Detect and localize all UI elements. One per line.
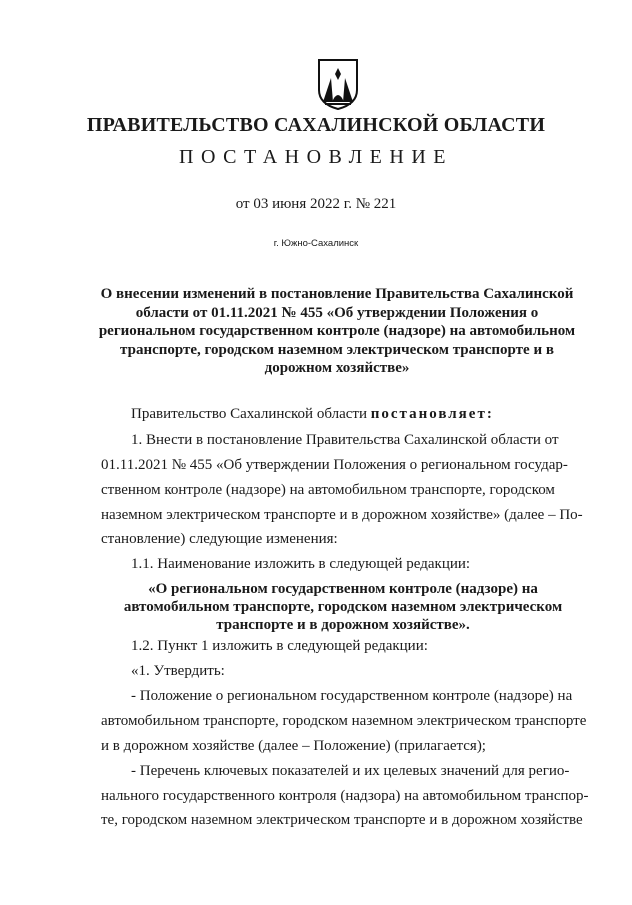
subject-line: транспорте, городском наземном электрическом транспорте и в xyxy=(120,341,554,358)
approve-line: «1. Утвердить: xyxy=(131,663,225,679)
preamble-keyword: постановляет: xyxy=(370,406,494,422)
item-2-line: - Перечень ключевых показателей и их целевых значений для регио- xyxy=(131,763,570,779)
document-type: ПОСТАНОВЛЕНИЕ xyxy=(179,146,453,168)
item-2-line: те, городском наземном электрическом транспорте и в дорожном хозяйстве xyxy=(101,812,583,828)
preamble-text: Правительство Сахалинской области xyxy=(131,406,371,422)
paragraph-1-line: 01.11.2021 № 455 «Об утверждении Положения о региональном государ- xyxy=(101,457,568,473)
item-2-line: нального государственного контроля (надзора) на автомобильном транспор- xyxy=(101,788,589,804)
paragraph-1-line: 1. Внести в постановление Правительства Сахалинской области от xyxy=(131,432,559,448)
document-subject xyxy=(98,285,576,378)
item-1-line: и в дорожном хозяйстве (далее – Положение) (прилагается); xyxy=(101,738,486,754)
paragraph-1-2: 1.2. Пункт 1 изложить в следующей редакции: xyxy=(131,638,428,654)
paragraph-1-line: становление) следующие изменения: xyxy=(101,531,338,547)
paragraph-1-line: наземном электрическом транспорте и в дорожном хозяйстве» (далее – По- xyxy=(101,507,583,523)
subject-line: О внесении изменений в постановление Правительства Сахалинской xyxy=(100,286,574,302)
government-name: ПРАВИТЕЛЬСТВО САХАЛИНСКОЙ ОБЛАСТИ xyxy=(86,114,546,136)
preamble xyxy=(131,406,494,423)
subject-line: области от 01.11.2021 № 455 «Об утверждении Положения о xyxy=(135,304,539,321)
new-title-line: автомобильном транспорте, городском наземном электрическом xyxy=(123,599,563,615)
new-title-line: «О региональном государственном контроле (надзоре) на xyxy=(148,581,538,597)
paragraph-1-1: 1.1. Наименование изложить в следующей редакции: xyxy=(131,556,471,572)
subject-line: дорожном хозяйстве» xyxy=(264,360,410,376)
coat-of-arms-icon xyxy=(317,58,359,110)
subject-line: региональном государственном контроле (надзоре) на автомобильном xyxy=(98,323,576,339)
document-date-number: от 03 июня 2022 г. № 221 xyxy=(235,196,397,212)
new-title xyxy=(100,580,586,634)
paragraph-1-line: ственном контроле (надзоре) на автомобильном транспорте, городском xyxy=(101,482,555,498)
item-1-line: автомобильном транспорте, городском наземном электрическом транспорте xyxy=(101,713,587,729)
new-title-line: транспорте и в дорожном хозяйстве». xyxy=(216,617,470,633)
item-1-line: - Положение о региональном государственном контроле (надзоре) на xyxy=(131,688,573,704)
document-city: г. Южно-Сахалинск xyxy=(273,238,359,249)
